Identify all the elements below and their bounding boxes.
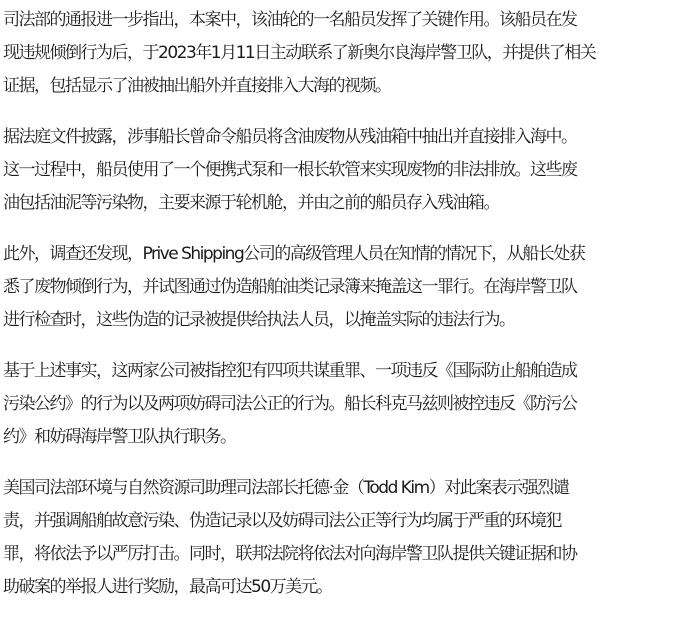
text-line: 现违规倾倒行为后，于2023年1月11日主动联系了新奥尔良海岸警卫队，并提供了相关: [3, 43, 596, 63]
text-line: 此外，调查还发现，Prive Shipping公司的高级管理人员在知情的情况下，从船长处获: [3, 244, 585, 264]
paragraph-crew-whistleblower: [3, 4, 681, 103]
text-line: 约》和妨碍海岸警卫队执行职务。: [3, 427, 236, 447]
text-line: 责，并强调船舶故意污染、伪造记录以及妨碍司法公正等行为均属于严重的环境犯: [3, 511, 561, 531]
paragraph-court-documents: [3, 121, 681, 220]
paragraph-doj-statement: [3, 472, 681, 604]
text-line: 污染公约》的行为以及两项妨碍司法公正的行为。船长科克马兹则被控违反《防污公: [3, 394, 577, 414]
paragraph-charges: [3, 355, 681, 454]
text-line: 悉了废物倾倒行为，并试图通过伪造船舶油类记录簿来掩盖这一罪行。在海岸警卫队: [3, 277, 577, 297]
text-line: 司法部的通报进一步指出，本案中，该油轮的一名船员发挥了关键作用。该船员在发: [3, 10, 577, 30]
text-line: 罪，将依法予以严厉打击。同时，联邦法院将依法对向海岸警卫队提供关键证据和协: [3, 544, 577, 564]
text-line: 助破案的举报人进行奖励，最高可达50万美元。: [3, 577, 332, 597]
text-line: 美国司法部环境与自然资源司助理司法部长托德·金（Todd Kim）对此案表示强烈谴: [3, 478, 569, 498]
text-line: 这一过程中，船员使用了一个便携式泵和一根长软管来实现废物的非法排放。这些废: [3, 160, 577, 180]
text-line: 油包括油泥等污染物，主要来源于轮机舱，并由之前的船员存入残油箱。: [3, 193, 499, 213]
text-line: 基于上述事实，这两家公司被指控犯有四项共谋重罪、一项违反《国际防止船舶造成: [3, 361, 577, 381]
paragraph-management-coverup: [3, 238, 681, 337]
text-line: 证据，包括显示了油被抽出船外并直接排入大海的视频。: [3, 76, 391, 96]
text-line: 据法庭文件披露，涉事船长曾命令船员将含油废物从残油箱中抽出并直接排入海中。: [3, 127, 577, 147]
text-line: 进行检查时，这些伪造的记录被提供给执法人员，以掩盖实际的违法行为。: [3, 310, 515, 330]
